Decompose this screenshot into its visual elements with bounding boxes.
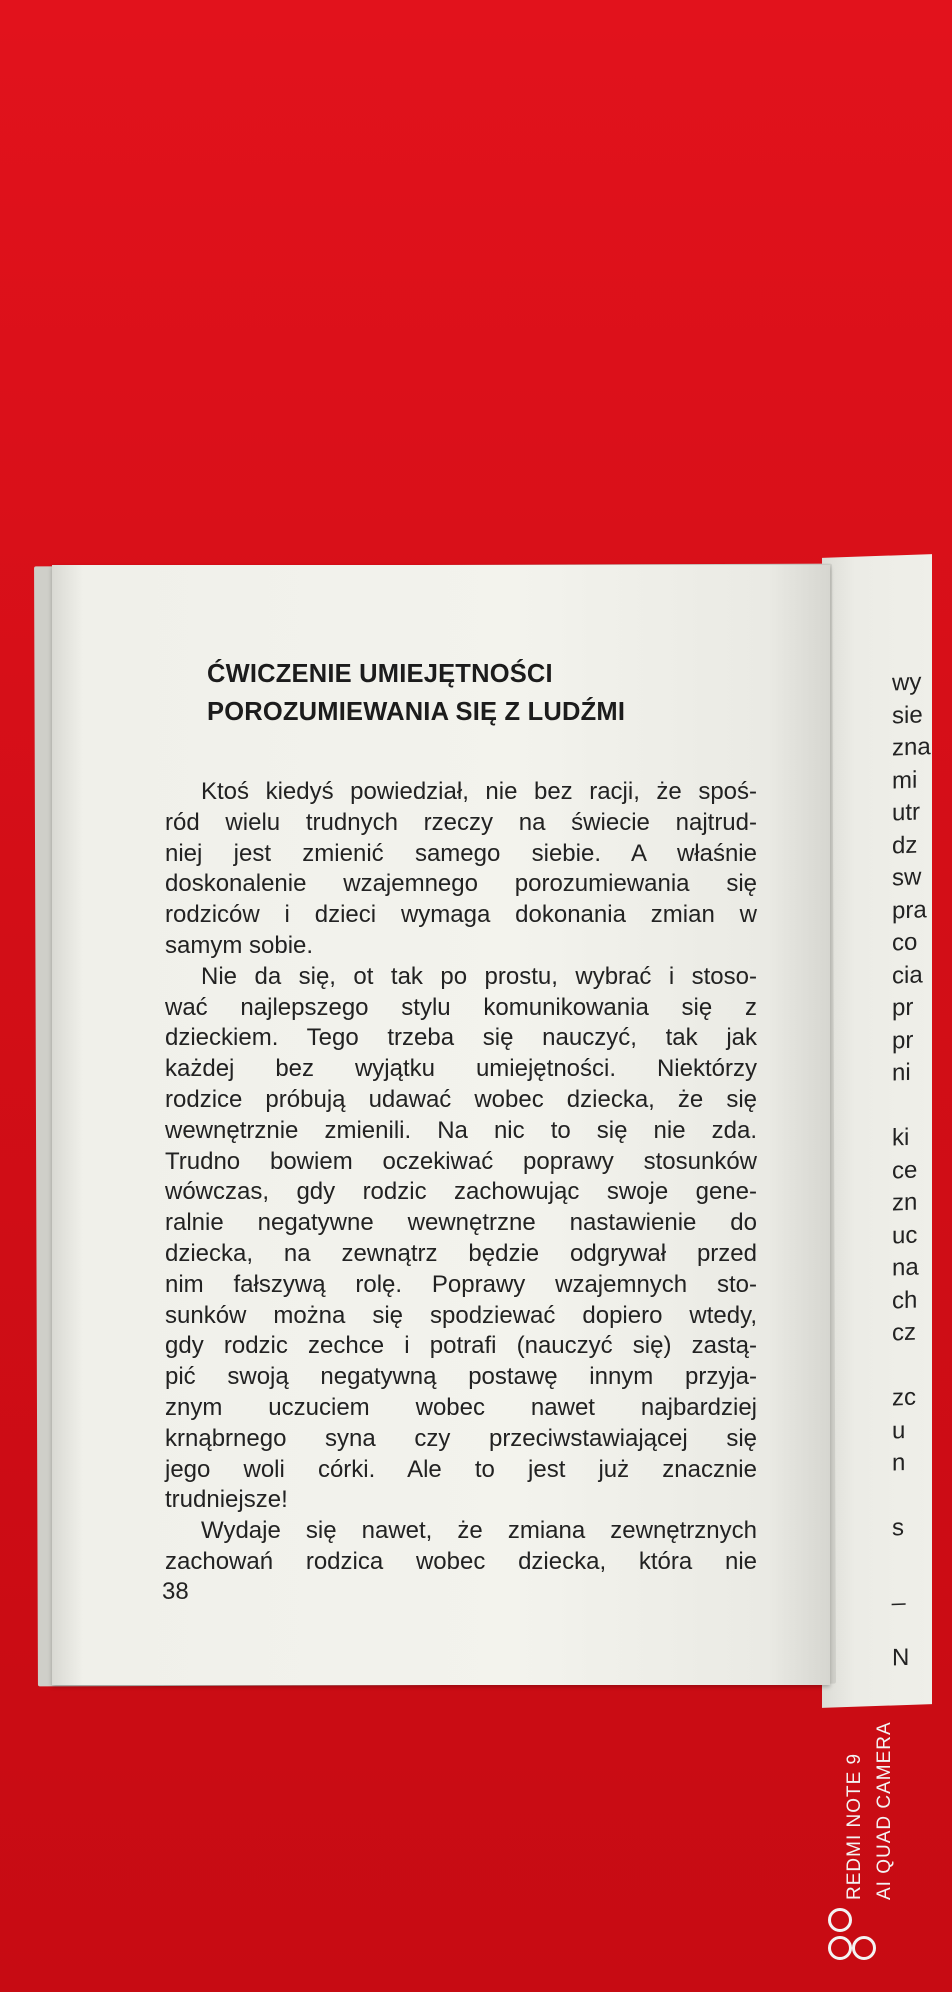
body-line: każdej bez wyjątku umiejętności. Niektórzy bbox=[165, 1055, 757, 1083]
body-line: samym sobie. bbox=[165, 931, 314, 959]
body-line: wewnętrznie zmienili. Na nic to się nie zda. bbox=[165, 1116, 757, 1144]
body-line: ród wielu trudnych rzeczy na świecie najtrud- bbox=[165, 808, 757, 836]
camera-watermark bbox=[840, 1670, 910, 1900]
body-line: znym uczuciem wobec nawet najbardziej bbox=[165, 1393, 757, 1421]
body-line: Ktoś kiedyś powiedział, nie bez racji, że spoś- bbox=[201, 778, 757, 805]
body-line: rodziców i dzieci wymaga dokonania zmian w bbox=[165, 901, 757, 929]
body-line: doskonalenie wzajemnego porozumiewania się bbox=[165, 870, 757, 898]
body-line: nim fałszywą rolę. Poprawy wzajemnych sto- bbox=[165, 1270, 757, 1298]
body-line: Wydaje się nawet, że zmiana zewnętrznych bbox=[201, 1517, 757, 1545]
page-number: 38 bbox=[162, 1578, 189, 1605]
heading-line-2: POROZUMIEWANIA SIĘ Z LUDŹMI bbox=[207, 698, 626, 726]
watermark-line-1: REDMI NOTE 9 bbox=[844, 1752, 865, 1900]
camera-logo-icon bbox=[828, 1908, 878, 1964]
body-line: ralnie negatywne wewnętrzne nastawienie do bbox=[165, 1209, 757, 1237]
body-line: sunków można się spodziewać dopiero wtedy, bbox=[165, 1301, 757, 1329]
body-line: trudniejsze! bbox=[165, 1486, 288, 1514]
body-line: pić swoją negatywną postawę innym przyja- bbox=[165, 1363, 757, 1391]
body-line: zachowań rodzica wobec dziecka, która nie bbox=[165, 1547, 757, 1575]
body-line: Trudno bowiem oczekiwać poprawy stosunków bbox=[165, 1147, 757, 1175]
right-page-text: wy sie zna mi utr dz sw pra co cia pr pr ni ki ce zn uc na ch cz zc u n s _ N bbox=[892, 668, 931, 1672]
body-line: wówczas, gdy rodzic zachowując swoje gene- bbox=[165, 1178, 757, 1206]
heading-line-1: ĆWICZENIE UMIEJĘTNOŚCI bbox=[207, 660, 553, 688]
chapter-heading bbox=[207, 655, 767, 731]
body-line: niej jest zmienić samego siebie. A właśnie bbox=[165, 839, 757, 867]
body-text bbox=[165, 777, 757, 1578]
body-line: wać najlepszego stylu komunikowania się z bbox=[165, 993, 757, 1021]
watermark-line-2: AI QUAD CAMERA bbox=[874, 1721, 895, 1900]
body-line: rodzice próbują udawać wobec dziecka, że się bbox=[165, 1085, 757, 1113]
body-line: krnąbrnego syna czy przeciwstawiającej się bbox=[165, 1424, 757, 1452]
body-line: dziecka, na zewnątrz będzie odgrywał przed bbox=[165, 1239, 757, 1267]
body-line: Nie da się, ot tak po prostu, wybrać i stoso- bbox=[201, 962, 757, 990]
body-line: gdy rodzic zechce i potrafi (nauczyć się) zastą- bbox=[165, 1332, 757, 1360]
body-line: jego woli córki. Ale to jest już znacznie bbox=[165, 1455, 757, 1483]
right-page-edge bbox=[822, 554, 932, 1708]
body-line: dzieckiem. Tego trzeba się nauczyć, tak jak bbox=[165, 1024, 757, 1052]
